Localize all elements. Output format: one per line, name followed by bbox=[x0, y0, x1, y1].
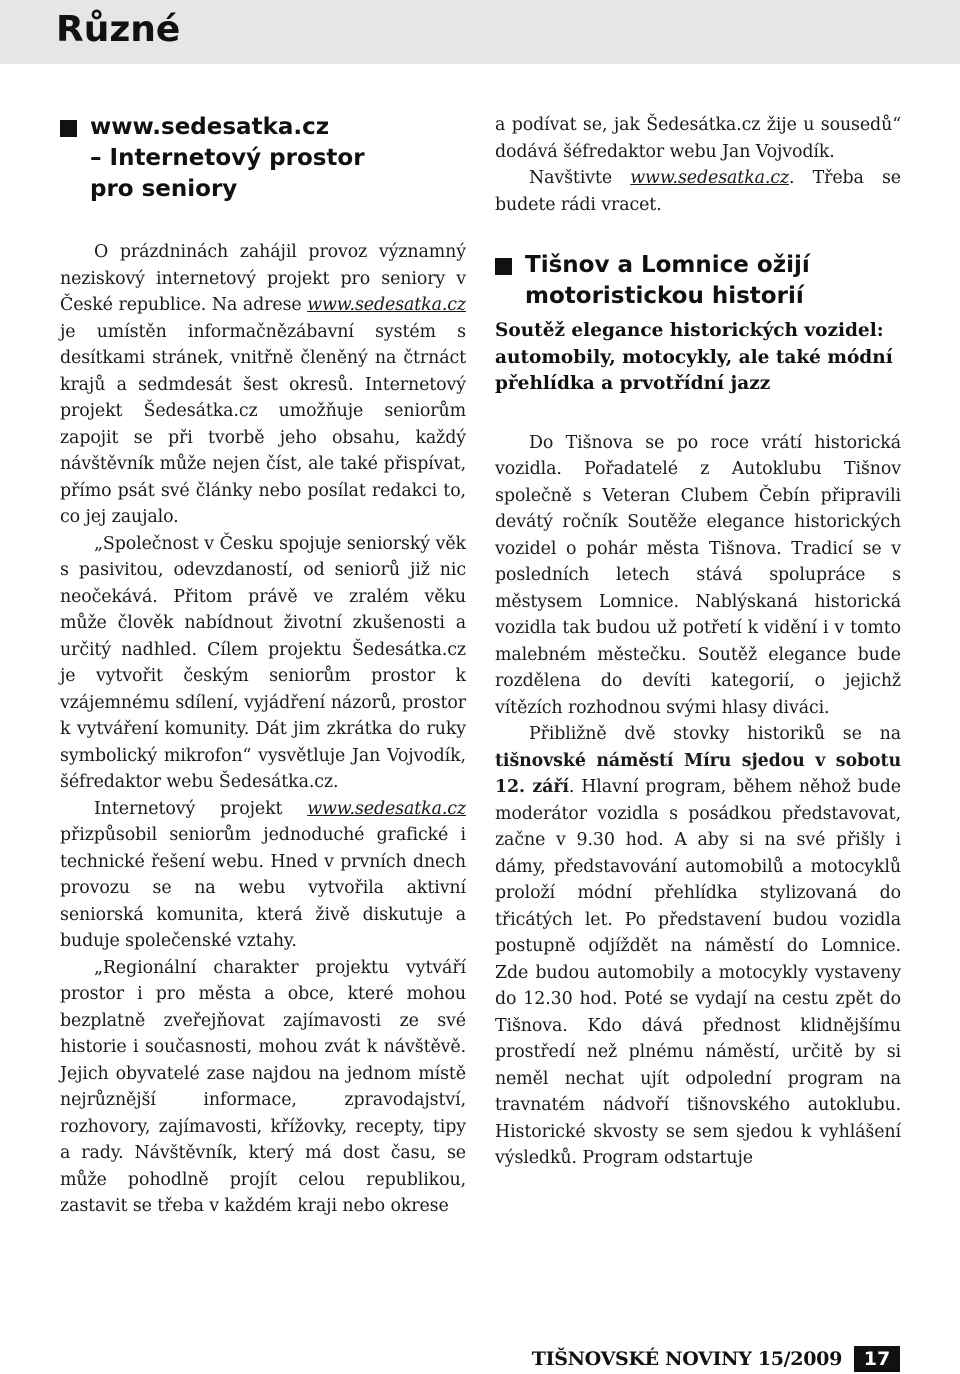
text-run: O prázdninách zahájil provoz významný neziskový internetový projekt pro seniory v České republice. Na adrese bbox=[60, 242, 466, 315]
article-2-body bbox=[495, 430, 901, 1172]
website-link[interactable]: www.sedesatka.cz bbox=[307, 295, 466, 315]
article-2-headline bbox=[495, 250, 901, 312]
text-run: „Společnost v Česku spojuje seniorský věk s pasivitou, odevzdaností, od seniorů již nic neočekává. Přitom právě ve zralém věku může člověk nabídnout životní zkušenosti a určitý nadhled. Cílem projektu Šedesátka.cz je vytvořit českým seniorům prostor k vzájemnému sdílení, vyjádření názorů, prostor k vytváření komunity. Dát jim zkrátka do ruky symbolický mikrofon“ vysvětluje Jan Vojvodík, šéfredaktor webu Šedesátka.cz. bbox=[60, 533, 466, 792]
article-2-subheadline: Soutěž elegance historických vozidel: automobily, motocykly, ale také módní přehlídka a prvotřídní jazz bbox=[495, 320, 893, 394]
publication-name: TIŠNOVSKÉ NOVINY 15/2009 bbox=[531, 1348, 842, 1370]
headline-line: – Internetový prostor bbox=[90, 145, 365, 171]
text-run: Internetový projekt bbox=[94, 798, 308, 819]
headline-line: motoristickou historií bbox=[525, 283, 804, 309]
paragraph bbox=[495, 430, 901, 722]
left-column bbox=[60, 112, 466, 1220]
section-title: Různé bbox=[56, 9, 181, 50]
paragraph bbox=[495, 112, 901, 165]
headline-line: Tišnov a Lomnice ožijí bbox=[525, 252, 810, 278]
headline-line: pro seniory bbox=[90, 176, 238, 202]
text-run: Navštivte bbox=[529, 168, 631, 188]
paragraph bbox=[495, 721, 901, 1172]
text-run: je umístěn informačnězábavní systém s desítkami stránek, vnitřně členěný na čtrnáct krajů a sedmdesát šest okresů. Internetový projekt Šedesátka.cz umožňuje seniorům zapojit se při tvorbě jeho obsahu, každý návštěvník může nejen číst, ale také přispívat, přímo psát své články nebo posílat redakci to, co jej zaujalo. bbox=[60, 321, 466, 527]
website-link[interactable]: www.sedesatka.cz bbox=[307, 798, 466, 819]
right-column bbox=[495, 112, 901, 1172]
paragraph bbox=[60, 955, 466, 1220]
text-run: . Hlavní program, během něhož bude moderátor vozidla s posádkou představovat, začne v 9.30 hod. A aby si na své přišly i dámy, představování automobilů a motocyklů proloží módní přehlídka stylizovaná do třicátých let. Po představení budou vozidla postupně odjíždět na náměstí do Lomnice. Zde budou automobily a motocykly vystaveny do 12.30 hod. Poté se vydají na cestu zpět do Tišnova. Kdo dává přednost klidnějšímu prostředí než plnému náměstí, určitě by si neměl nechat ujít odpolední program na travnatém nádvoří tišnovského autoklubu. Historické skvosty se sem sjedou k vyhlášení výsledků. Program odstartuje bbox=[495, 777, 901, 1168]
text-run: přizpůsobil seniorům jednoduché grafické i technické řešení webu. Hned v prvních dnech provozu se na webu vytvořila aktivní seniorská komunita, která živě diskutuje a buduje společenské vztahy. bbox=[60, 825, 466, 951]
paragraph bbox=[60, 796, 466, 955]
page-footer bbox=[532, 1344, 900, 1374]
text-run: a podívat se, jak Šedesátka.cz žije u sousedů“ dodává šéfredaktor webu Jan Vojvodík. bbox=[495, 115, 901, 162]
article-1-body bbox=[60, 239, 466, 1220]
bold-text: tišnovské náměstí Míru sjedou v sobotu 12. září bbox=[495, 750, 901, 797]
article-1-headline bbox=[60, 112, 466, 205]
website-link[interactable]: www.sedesatka.cz bbox=[630, 168, 790, 188]
text-run: Přibližně dvě stovky historiků se na bbox=[529, 724, 901, 744]
headline-line: www.sedesatka.cz bbox=[90, 114, 330, 140]
text-run: Do Tišnova se po roce vrátí historická vozidla. Pořadatelé z Autoklubu Tišnov společně s Veteran Clubem Čebín připravili devátý ročník Soutěže elegance historických vozidel o pohár města Tišnova. Tradicí se v posledních letech stává spolupráce s městysem Lomnice. Nablýskaná historická vozidla tak budou už potřetí k vidění i v tomto malebném městečku. Soutěž elegance bude rozdělena do devíti kategorií, o jejichž vítězích rozhodnou svými hlasy diváci. bbox=[495, 432, 901, 718]
article-1-continuation bbox=[495, 112, 901, 218]
page-number: 17 bbox=[854, 1346, 900, 1372]
text-run: „Regionální charakter projektu vytváří prostor i pro města a obce, které mohou bezplatně zveřejňovat zajímavosti ze své historie i současnosti, mohou zvát k návštěvě. Jejich obyvatelé zase najdou na jednom místě nejrůznější informace, zpravodajství, rozhovory, zajímavosti, křížovky, recepty, tipy a rady. Návštěvník, který má dost času, se může pohodlně projít celou republikou, zastavit se třeba v každém kraji nebo okrese bbox=[60, 957, 466, 1216]
paragraph bbox=[495, 165, 901, 218]
paragraph bbox=[60, 531, 466, 796]
square-bullet-icon bbox=[495, 258, 512, 275]
paragraph bbox=[60, 239, 466, 531]
text-run: . Třeba se budete rádi vracet. bbox=[495, 168, 901, 215]
square-bullet-icon bbox=[60, 120, 77, 137]
